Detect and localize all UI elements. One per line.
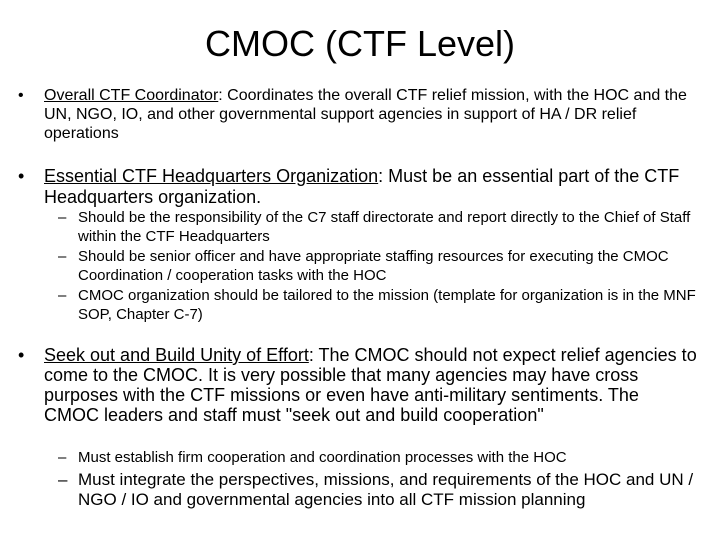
bullet-text — [44, 166, 698, 208]
dash-marker: – — [58, 449, 67, 466]
sub-bullet-text: Should be the responsibility of the C7 staff directorate and report directly to the Chief of Staff within the CTF Headquarters — [78, 209, 691, 245]
sub-bullet — [58, 247, 698, 285]
bullet-seek-out-unity — [18, 345, 698, 425]
sub-bullet-text: Must establish firm cooperation and coordination processes with the HOC — [78, 449, 567, 466]
bullet-marker: • — [18, 345, 25, 365]
bullet-marker: • — [18, 166, 25, 186]
bullet-body: : Coordinates the overall CTF relief mission, with the HOC and the UN, NGO, IO, and other governmental support agencies in support of HA / DR relief operations — [44, 87, 687, 142]
sub-bullet — [58, 208, 698, 246]
sub-bullet-text: CMOC organization should be tailored to the mission (template for organization is in the MNF SOP, Chapter C-7) — [78, 287, 696, 323]
bullet-lead: Essential CTF Headquarters Organization — [44, 166, 379, 186]
dash-marker: – — [58, 248, 67, 265]
bullet-body: : The CMOC should not expect relief agencies to come to the CMOC. It is very possible that many agencies may have cross purposes with the CTF missions or even have anti-military sentiments. The CMOC leaders and staff must "seek out and build cooperation" — [44, 345, 697, 425]
bullet-marker: • — [18, 87, 24, 104]
bullet-body: : Must be an essential part of the CTF Headquarters organization. — [44, 166, 680, 207]
bullet-text — [44, 86, 698, 143]
bullet-lead: Seek out and Build Unity of Effort — [44, 345, 309, 365]
dash-marker: – — [58, 209, 67, 226]
sub-bullet-text: Should be senior officer and have appropriate staffing resources for executing the CMOC Coordination / cooperation tasks with the HOC — [78, 248, 669, 284]
dash-marker: – — [58, 470, 68, 489]
page-title: CMOC (CTF Level) — [204, 23, 515, 64]
dash-marker: – — [58, 287, 67, 304]
sub-bullet-text: Must integrate the perspectives, missions, and requirements of the HOC and UN / NGO / IO and governmental agencies into all CTF mission planning — [78, 470, 694, 509]
bullet-text — [44, 345, 698, 425]
sub-bullet — [58, 286, 698, 324]
sub-bullet — [58, 470, 698, 510]
bullet-essential-ctf-hq — [18, 166, 698, 208]
bullet-overall-ctf-coordinator — [18, 86, 698, 143]
sub-bullet — [58, 448, 698, 467]
bullet-lead: Overall CTF Coordinator — [44, 87, 219, 104]
